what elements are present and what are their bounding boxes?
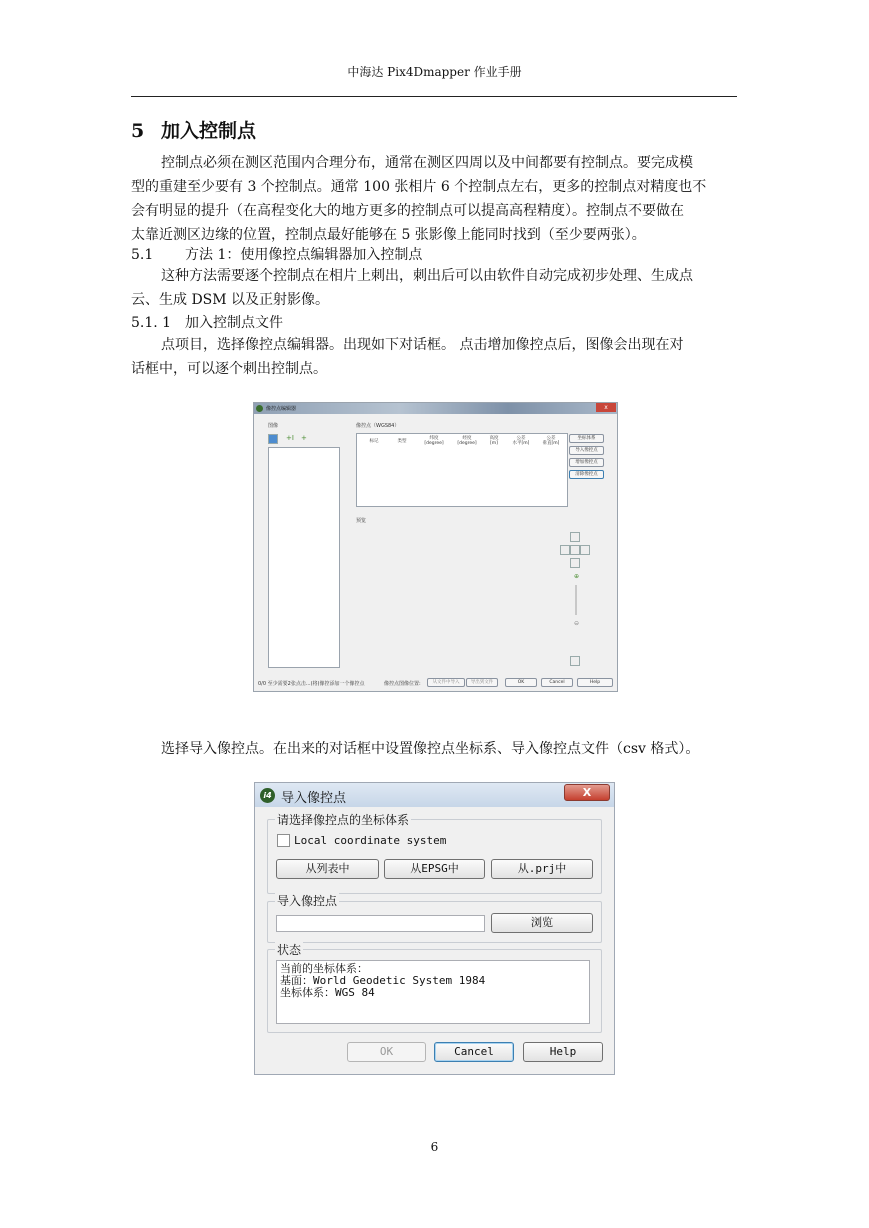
ok-button[interactable]: OK <box>347 1042 426 1062</box>
paragraph-3 <box>131 333 737 381</box>
page-header: 中海达 Pix4Dmapper 作业手册 <box>347 65 522 79</box>
help-button[interactable]: Help <box>577 678 613 687</box>
cancel-button[interactable]: Cancel <box>541 678 573 687</box>
paragraph-4: 选择导入像控点。在出来的对话框中设置像控点坐标系、导入像控点文件（csv 格式）。 <box>161 741 700 757</box>
zoom-image-icon[interactable]: + <box>301 434 307 442</box>
clear-gcp-button[interactable]: 清除像控点 <box>569 470 604 479</box>
add-image-icon[interactable]: +I <box>286 434 294 442</box>
pan-down-icon[interactable] <box>570 558 580 568</box>
header-rule <box>131 96 737 97</box>
para1-line: 型的重建至少要有 3 个控制点。通常 100 张相片 6 个控制点左右，更多的控制点对精度也不 <box>131 179 707 195</box>
images-label: 图像 <box>268 423 279 429</box>
column-header: 高度 [m] <box>489 436 499 446</box>
coordinate-system-group <box>267 819 602 894</box>
select-icon[interactable] <box>268 434 278 444</box>
import-from-file-button[interactable]: 从文件中导入 <box>427 678 465 687</box>
subsection-5-1-1 <box>131 311 283 335</box>
pan-up-icon[interactable] <box>570 532 580 542</box>
from-prj-button[interactable]: 从.prj中 <box>491 859 593 879</box>
gcp-label: 像控点（WGS84） <box>356 423 400 429</box>
local-coordinate-label: Local coordinate system <box>294 834 447 847</box>
browse-button[interactable]: 浏览 <box>491 913 593 933</box>
pan-right-icon[interactable] <box>580 545 590 555</box>
subsection-title: 加入控制点文件 <box>185 315 283 331</box>
fit-view-icon[interactable] <box>570 545 580 555</box>
zoom-in-icon[interactable]: ⊕ <box>574 573 580 580</box>
image-position-label: 像控点图像位置: <box>384 681 421 687</box>
column-header: 纬度 [degree] <box>424 436 444 446</box>
status-line: 基面：World Geodetic System 1984 <box>280 974 486 987</box>
paragraph-2 <box>131 264 737 312</box>
status-textarea[interactable] <box>276 960 590 1024</box>
import-gcp-button[interactable]: 导入像控点 <box>569 446 604 455</box>
status-line: 当前的坐标体系： <box>280 962 368 975</box>
para1-line: 太靠近测区边缘的位置，控制点最好能够在 5 张影像上能同时找到（至少要两张）。 <box>131 227 646 243</box>
column-header: 类型 <box>397 439 407 444</box>
para2-line: 云、生成 DSM 以及正射影像。 <box>131 292 330 308</box>
pan-left-icon[interactable] <box>560 545 570 555</box>
column-header: 经度 [degree] <box>457 436 477 446</box>
para2-line: 这种方法需要逐个控制点在相片上刺出，刺出后可以由软件自动完成初步处理、生成点 <box>161 268 693 284</box>
section-number: 5 <box>131 120 145 142</box>
ok-button[interactable]: OK <box>505 678 537 687</box>
gcp-file-path-input[interactable] <box>276 915 485 932</box>
close-button[interactable]: X <box>564 784 610 801</box>
para3-line: 点项目，选择像控点编辑器。出现如下对话框。 点击增加像控点后，图像会出现在对 <box>161 337 684 353</box>
coordinate-system-group-label: 请选择像控点的坐标体系 <box>277 813 410 827</box>
gcp-editor-title: 像控点编辑器 <box>266 406 297 412</box>
status-group-label: 状态 <box>277 943 302 957</box>
image-list[interactable] <box>268 447 340 668</box>
subsection-number: 5.1. 1 <box>131 315 172 331</box>
import-gcp-dialog <box>254 782 615 1075</box>
section-heading <box>131 116 256 143</box>
dialog-title: 导入像控点 <box>281 791 347 806</box>
status-line: 坐标体系：WGS 84 <box>280 986 375 999</box>
column-header: 公差 水平[m] <box>512 436 530 446</box>
help-button[interactable]: Help <box>523 1042 603 1062</box>
zoom-slider[interactable] <box>575 585 577 615</box>
pix4d-icon: i4 <box>260 788 275 803</box>
section-title: 加入控制点 <box>161 120 257 142</box>
zoom-out-icon[interactable]: ⊖ <box>574 620 580 627</box>
paragraph-1 <box>131 151 737 247</box>
subsection-title: 方法 1：使用像控点编辑器加入控制点 <box>185 247 423 263</box>
para3-line: 话框中，可以逐个刺出控制点。 <box>131 361 327 377</box>
para1-line: 会有明显的提升（在高程变化大的地方更多的控制点可以提高高程精度）。控制点不要做在 <box>131 203 684 219</box>
preview-label: 预览 <box>356 518 367 524</box>
gcp-editor-titlebar <box>254 403 617 414</box>
gcp-table[interactable] <box>356 433 568 507</box>
para1-line: 控制点必须在测区范围内合理分布，通常在测区四周以及中间都要有控制点。要完成模 <box>161 155 693 171</box>
from-epsg-button[interactable]: 从EPSG中 <box>384 859 485 879</box>
local-coordinate-checkbox[interactable] <box>277 834 290 847</box>
export-to-file-button[interactable]: 导出到文件 <box>466 678 498 687</box>
column-header: 标记 <box>369 439 379 444</box>
import-gcp-group-label: 导入像控点 <box>277 894 338 908</box>
add-gcp-button[interactable]: 增加像控点 <box>569 458 604 467</box>
cancel-button[interactable]: Cancel <box>434 1042 514 1062</box>
trash-icon[interactable] <box>570 656 580 666</box>
gcp-editor-screenshot <box>253 402 618 692</box>
coordinate-system-button[interactable]: 坐标体系 <box>569 434 604 443</box>
page-number: 6 <box>430 1140 439 1154</box>
column-header: 公差 垂直[m] <box>542 436 560 446</box>
from-list-button[interactable]: 从列表中 <box>276 859 379 879</box>
close-button[interactable]: x <box>596 403 616 412</box>
subsection-number: 5.1 <box>131 247 154 263</box>
status-text: 0/0 至少需要2张点击...(将)像控添加一个像控点 <box>258 681 365 687</box>
app-icon <box>256 405 263 412</box>
